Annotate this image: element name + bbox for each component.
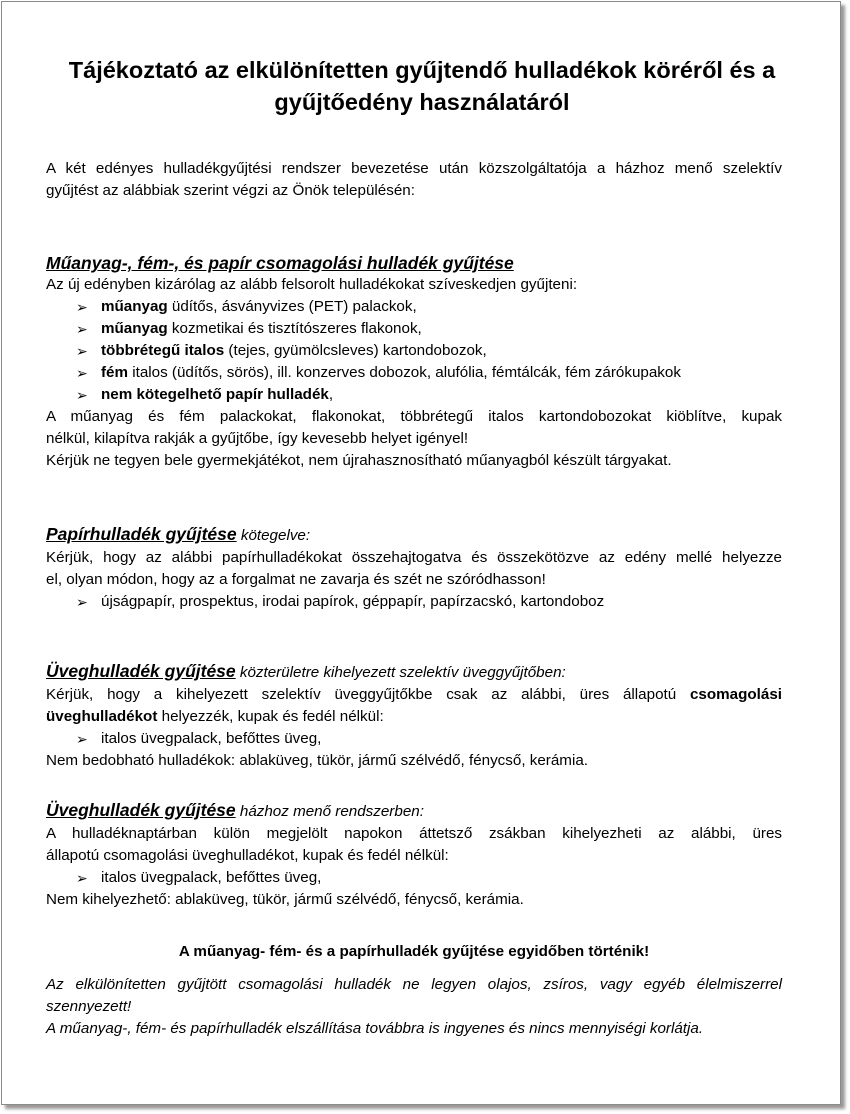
bullet-list: [46, 591, 782, 613]
arrow-bullet-icon: ➢: [76, 321, 88, 337]
title-line-1: Tájékoztató az elkülönítetten gyűjtendő hulladékok köréről és a: [68, 57, 776, 83]
bullet-list: [46, 296, 782, 406]
section-heading: Műanyag-, fém-, és papír csomagolási hulladék gyűjtése: [46, 253, 514, 273]
section-heading: Papírhulladék gyűjtése: [46, 524, 237, 544]
arrow-bullet-icon: ➢: [76, 594, 88, 610]
section-heading-suffix: közterületre kihelyezett szelektív üveggyűjtőben:: [235, 664, 566, 681]
bullet-list: [46, 728, 782, 750]
section-lead: Az új edényben kizárólag az alább felsorolt hulladékokat szíveskedjen gyűjteni:: [46, 276, 578, 293]
footer-paragraph: [46, 974, 782, 1040]
document-title: [32, 54, 812, 118]
arrow-bullet-icon: ➢: [76, 731, 88, 747]
section-heading: Üveghulladék gyűjtése: [46, 661, 236, 681]
section-text-line-1: Kérjük, hogy az alábbi papírhulladékokat összehajtogatva és összekötözve az edény mellé helyezze: [46, 549, 782, 566]
intro-line-2: gyűjtést az alábbiak szerint végzi az Önök településén:: [46, 182, 415, 199]
bullet-list: [46, 867, 782, 889]
section-text-line-1: Kérjük, hogy a kihelyezett szelektív üveggyűjtőkbe csak az alábbi, üres állapotú csomagolási: [46, 686, 782, 703]
section-text-line-2: állapotú csomagolási üveghulladékot, kupak és fedél nélkül:: [46, 847, 449, 864]
list-item: ➢ italos üvegpalack, befőttes üveg,: [76, 728, 782, 750]
section-note-line-2: nélkül, kilapítva rakják a gyűjtőbe, így kevesebb helyet igényel!: [46, 430, 469, 447]
document-page: [1, 1, 841, 1105]
section-heading-suffix: házhoz menő rendszerben:: [235, 803, 424, 820]
footer-line-1: Az elkülönítetten gyűjtött csomagolási hulladék ne legyen olajos, zsíros, vagy egyéb élelmiszerrel: [46, 976, 782, 993]
section-text-line-2: üveghulladékot helyezzék, kupak és fedél nélkül:: [46, 708, 384, 725]
list-item: ➢ műanyag kozmetikai és tisztítószeres flakonok,: [76, 318, 782, 340]
notice-text: A műanyag- fém- és a papírhulladék gyűjtése egyidőben történik!: [178, 943, 650, 960]
section-heading-suffix: kötegelve:: [236, 527, 311, 544]
section-text-line-2: el, olyan módon, hogy az a forgalmat ne zavarja és szét ne szóródhasson!: [46, 571, 546, 588]
section-text-line-1: A hulladéknaptárban külön megjelölt napokon áttetsző zsákban kihelyezheti az alábbi, üres: [46, 825, 782, 842]
arrow-bullet-icon: ➢: [76, 365, 88, 381]
section-heading: Üveghulladék gyűjtése: [46, 800, 236, 820]
list-item: ➢ italos üvegpalack, befőttes üveg,: [76, 867, 782, 889]
intro-line-1: A két edényes hulladékgyűjtési rendszer bevezetése után közszolgáltatója a házhoz menő szelektív: [46, 160, 782, 177]
section-plastic-metal-paper: [46, 252, 782, 472]
section-note-2: Kérjük ne tegyen bele gyermekjátékot, nem újrahasznosítható műanyagból készült tárgyakat.: [46, 452, 672, 469]
intro-paragraph: [46, 158, 782, 202]
section-note: Nem kihelyezhető: ablaküveg, tükör, jármű szélvédő, fénycső, kerámia.: [46, 891, 524, 908]
list-item: ➢ fém italos (üdítős, sörös), ill. konzerves dobozok, alufólia, fémtálcák, fém zárókupakok: [76, 362, 782, 384]
section-paper: [46, 523, 782, 613]
list-item: ➢ nem kötegelhető papír hulladék,: [76, 384, 782, 406]
list-item: ➢ újságpapír, prospektus, irodai papírok, géppapír, papírzacskó, kartondoboz: [76, 591, 782, 613]
footer-line-2: szennyezett!: [46, 998, 132, 1015]
arrow-bullet-icon: ➢: [76, 299, 88, 315]
section-note-line-1: A műanyag és fém palackokat, flakonokat, többrétegű italos kartondobozokat kiöblítve, kupak: [46, 408, 782, 425]
list-item: ➢ többrétegű italos (tejes, gyümölcsleves) kartondobozok,: [76, 340, 782, 362]
footer-line-3: A műanyag-, fém- és papírhulladék elszállítása továbbra is ingyenes és nincs mennyiségi korlátja.: [46, 1020, 704, 1037]
section-glass-home: [46, 799, 782, 911]
arrow-bullet-icon: ➢: [76, 870, 88, 886]
arrow-bullet-icon: ➢: [76, 387, 88, 403]
section-note: Nem bedobható hulladékok: ablaküveg, tükör, jármű szélvédő, fénycső, kerámia.: [46, 752, 588, 769]
arrow-bullet-icon: ➢: [76, 343, 88, 359]
section-glass-public: [46, 660, 782, 772]
list-item: ➢ műanyag üdítős, ásványvizes (PET) palackok,: [76, 296, 782, 318]
title-line-2: gyűjtőedény használatáról: [274, 89, 570, 115]
